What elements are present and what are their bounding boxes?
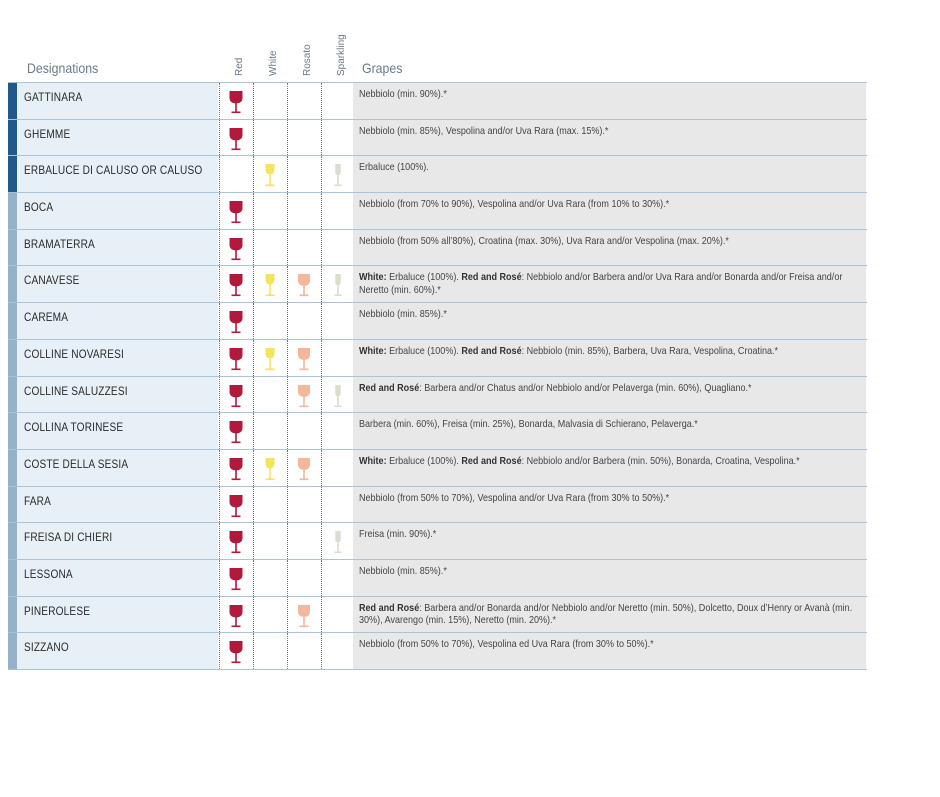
white-wine-glass-icon [262,163,278,187]
designation-cell [17,523,218,559]
red-column-header: Red [234,57,245,76]
designation-name: GHEMME [24,126,71,141]
white-cell [253,120,287,156]
designation-cell [17,597,218,633]
designation-name: FREISA DI CHIERI [24,530,113,545]
designation-cell [17,450,218,486]
grapes-text [359,308,858,321]
white-cell [253,193,287,229]
red-wine-glass-icon [228,604,244,628]
designation-name: GATTINARA [24,90,83,104]
red-wine-glass-icon [228,127,244,151]
grapes-label: White: [359,454,387,467]
table-row [8,120,867,157]
designation-cell [17,487,218,523]
table-row [8,413,867,450]
sparkling-cell [321,340,356,376]
red-wine-glass-icon [228,200,244,224]
rosato-wine-glass-icon [296,457,312,481]
rosato-cell [287,377,321,413]
row-color-bar [8,83,17,119]
rosato-cell [287,156,321,192]
grapes-cell [353,560,866,596]
grapes-segment: Freisa (min. 90%).* [359,528,437,541]
designations-header: Designations [27,60,99,76]
table-row [8,450,867,487]
row-color-bar [8,487,17,523]
white-cell [253,450,287,486]
red-cell [219,340,253,376]
grapes-text [359,345,858,358]
row-color-bar [8,266,17,302]
white-cell [253,413,287,449]
white-cell [253,597,287,633]
sparkling-wine-glass-icon [330,163,346,187]
rosato-cell [287,523,321,559]
sparkling-cell [321,597,356,633]
grapes-cell [353,377,866,413]
row-color-bar [8,230,17,266]
rosato-cell [287,487,321,523]
grapes-cell [353,303,866,339]
grapes-cell [353,156,866,192]
rosato-cell [287,450,321,486]
table-row [8,377,867,414]
designation-name: COLLINA TORINESE [24,420,124,435]
grapes-cell [353,413,866,449]
rosato-wine-glass-icon [296,273,312,297]
sparkling-cell [321,450,356,486]
sparkling-wine-glass-icon [330,530,346,554]
grapes-cell [353,633,866,669]
red-wine-glass-icon [228,310,244,334]
white-wine-glass-icon [262,347,278,371]
grapes-cell [353,83,866,119]
table-row [8,156,867,193]
sparkling-cell [321,83,356,119]
row-color-bar [8,377,17,413]
grapes-segment: : Barbera and/or Chatus and/or Nebbiolo and/or Pelaverga (min. 60%), Quagliano.* [419,381,752,394]
designation-cell [17,340,218,376]
designation-cell [17,303,218,339]
designation-name: BOCA [24,200,54,215]
rosato-cell [287,193,321,229]
table-row [8,597,867,634]
white-column-header: White [268,50,279,76]
designations-table [8,82,867,670]
grapes-segment: Nebbiolo (min. 85%).* [359,564,447,577]
designation-name: BRAMATERRA [24,236,95,251]
red-wine-glass-icon [228,237,244,261]
table-row [8,523,867,560]
red-cell [219,120,253,156]
designation-cell [17,413,218,449]
sparkling-cell [321,156,356,192]
row-color-bar [8,120,17,156]
table-row [8,340,867,377]
sparkling-cell [321,120,356,156]
red-wine-glass-icon [228,640,244,664]
grapes-segment: Nebbiolo (from 50% to 70%), Vespolina ed Uva Rara (from 30% to 50%).* [359,638,654,651]
red-wine-glass-icon [228,90,244,114]
grapes-segment: Nebbiolo (from 70% to 90%), Vespolina and/or Uva Rara (from 10% to 30%).* [359,198,670,211]
rosato-cell [287,230,321,266]
rosato-cell [287,83,321,119]
grapes-text [359,125,858,138]
row-color-bar [8,633,17,669]
grapes-text [359,271,858,296]
sparkling-cell [321,523,356,559]
grapes-label: Red and Rosé [461,454,522,467]
grapes-segment: : Nebbiolo (min. 85%), Barbera, Uva Rara, Vespolina, Croatina.* [521,344,779,357]
row-color-bar [8,156,17,192]
red-cell [219,633,253,669]
row-color-bar [8,597,17,633]
sparkling-cell [321,487,356,523]
grapes-cell [353,450,866,486]
grapes-text [359,235,858,248]
designation-name: COSTE DELLA SESIA [24,456,129,471]
grapes-header: Grapes [362,60,403,76]
row-color-bar [8,560,17,596]
white-cell [253,83,287,119]
grapes-cell [353,523,866,559]
grapes-segment: Erbaluce (100%). [386,344,462,357]
red-cell [219,560,253,596]
white-cell [253,523,287,559]
red-cell [219,156,253,192]
sparkling-cell [321,413,356,449]
grapes-segment: Erbaluce (100%). [359,161,429,174]
grapes-text [359,492,858,505]
red-cell [219,303,253,339]
table-row [8,266,867,303]
white-cell [253,560,287,596]
white-wine-glass-icon [262,273,278,297]
designation-name: ERBALUCE DI CALUSO OR CALUSO [24,163,203,178]
white-wine-glass-icon [262,457,278,481]
row-color-bar [8,193,17,229]
grapes-text [359,565,858,578]
rosato-cell [287,633,321,669]
red-cell [219,523,253,559]
grapes-text [359,88,858,101]
designation-cell [17,266,218,302]
red-wine-glass-icon [228,530,244,554]
rosato-cell [287,340,321,376]
row-color-bar [8,523,17,559]
table-row [8,193,867,230]
grapes-segment: : Nebbiolo and/or Barbera and/or Uva Rara and/or Bonarda and/or Freisa and/or Neretto (min. 60%).* [359,271,843,296]
designation-name: SIZZANO [24,640,69,655]
grapes-text [359,638,858,651]
red-cell [219,597,253,633]
grapes-text [359,528,858,541]
red-cell [219,450,253,486]
designation-name: COLLINE NOVARESI [24,346,124,361]
designation-name: PINEROLESE [24,603,91,618]
red-wine-glass-icon [228,567,244,591]
designation-cell [17,560,218,596]
designation-name: COLLINE SALUZZESI [24,383,128,398]
designation-cell [17,120,218,156]
white-cell [253,266,287,302]
red-cell [219,266,253,302]
grapes-text [359,418,858,431]
grapes-cell [353,193,866,229]
grapes-text [359,161,858,174]
row-color-bar [8,450,17,486]
designation-cell [17,156,218,192]
rosato-cell [287,413,321,449]
grapes-label: White: [359,271,387,284]
white-cell [253,340,287,376]
sparkling-wine-glass-icon [330,273,346,297]
red-cell [219,487,253,523]
grapes-segment: Nebbiolo (min. 90%).* [359,88,447,100]
table-row [8,82,867,120]
white-cell [253,377,287,413]
grapes-label: White: [359,344,387,357]
table-row [8,230,867,267]
grapes-text [359,198,858,211]
red-cell [219,83,253,119]
red-wine-glass-icon [228,420,244,444]
grapes-segment: Erbaluce (100%). [386,271,462,284]
row-color-bar [8,340,17,376]
designation-cell [17,193,218,229]
row-color-bar [8,413,17,449]
rosato-cell [287,560,321,596]
red-cell [219,377,253,413]
sparkling-wine-glass-icon [330,384,346,408]
grapes-label: Red and Rosé [461,271,522,284]
sparkling-cell [321,230,356,266]
grapes-label: Red and Rosé [359,601,420,614]
rosato-wine-glass-icon [296,604,312,628]
rosato-cell [287,266,321,302]
designation-cell [17,377,218,413]
sparkling-cell [321,560,356,596]
white-cell [253,303,287,339]
grapes-segment: Nebbiolo (from 50% to 70%), Vespolina and/or Uva Rara (from 30% to 50%).* [359,491,670,504]
grapes-text [359,602,858,627]
red-wine-glass-icon [228,384,244,408]
grapes-label: Red and Rosé [359,381,420,394]
table-row [8,303,867,340]
rosato-cell [287,303,321,339]
grapes-text [359,455,858,468]
table-row [8,487,867,524]
designation-name: CAREMA [24,310,69,325]
grapes-segment: Nebbiolo (from 50% all’80%), Croatina (max. 30%), Uva Rara and/or Vespolina (max. 20%).* [359,234,729,247]
white-cell [253,156,287,192]
grapes-cell [353,230,866,266]
sparkling-cell [321,266,356,302]
white-cell [253,487,287,523]
sparkling-column-header: Sparkling [336,34,347,76]
table-row [8,560,867,597]
rosato-cell [287,597,321,633]
grapes-segment: Nebbiolo (min. 85%), Vespolina and/or Uva Rara (max. 15%).* [359,124,609,137]
grapes-cell [353,340,866,376]
designation-name: CANAVESE [24,273,80,288]
grapes-cell [353,597,866,633]
designation-name: LESSONA [24,566,73,581]
red-cell [219,193,253,229]
grapes-cell [353,266,866,302]
sparkling-cell [321,193,356,229]
white-cell [253,633,287,669]
red-wine-glass-icon [228,494,244,518]
white-cell [253,230,287,266]
grapes-segment: Erbaluce (100%). [386,454,462,467]
sparkling-cell [321,377,356,413]
designation-name: FARA [24,493,52,508]
rosato-cell [287,120,321,156]
row-color-bar [8,303,17,339]
grapes-label: Red and Rosé [461,344,522,357]
red-wine-glass-icon [228,273,244,297]
grapes-segment: : Barbera and/or Bonarda and/or Nebbiolo and/or Neretto (min. 50%), Dolcetto, Doux d’Henry or Avanà (min. 30%), Avarengo (min. 15%), Neretto (min. 20%).* [359,601,853,627]
sparkling-cell [321,633,356,669]
table-row [8,633,867,670]
grapes-segment: : Nebbiolo and/or Barbera (min. 50%), Bonarda, Croatina, Vespolina.* [521,454,800,467]
red-cell [219,413,253,449]
red-wine-glass-icon [228,347,244,371]
grapes-text [359,382,858,395]
sparkling-cell [321,303,356,339]
rosato-wine-glass-icon [296,347,312,371]
red-cell [219,230,253,266]
grapes-cell [353,120,866,156]
designation-cell [17,633,218,669]
rosato-wine-glass-icon [296,384,312,408]
red-wine-glass-icon [228,457,244,481]
grapes-segment: Nebbiolo (min. 85%).* [359,308,447,321]
grapes-cell [353,487,866,523]
designation-cell [17,230,218,266]
grapes-segment: Barbera (min. 60%), Freisa (min. 25%), Bonarda, Malvasia di Schierano, Pelaverga.* [359,418,698,431]
rosato-column-header: Rosato [302,44,313,76]
designation-cell [17,83,218,119]
